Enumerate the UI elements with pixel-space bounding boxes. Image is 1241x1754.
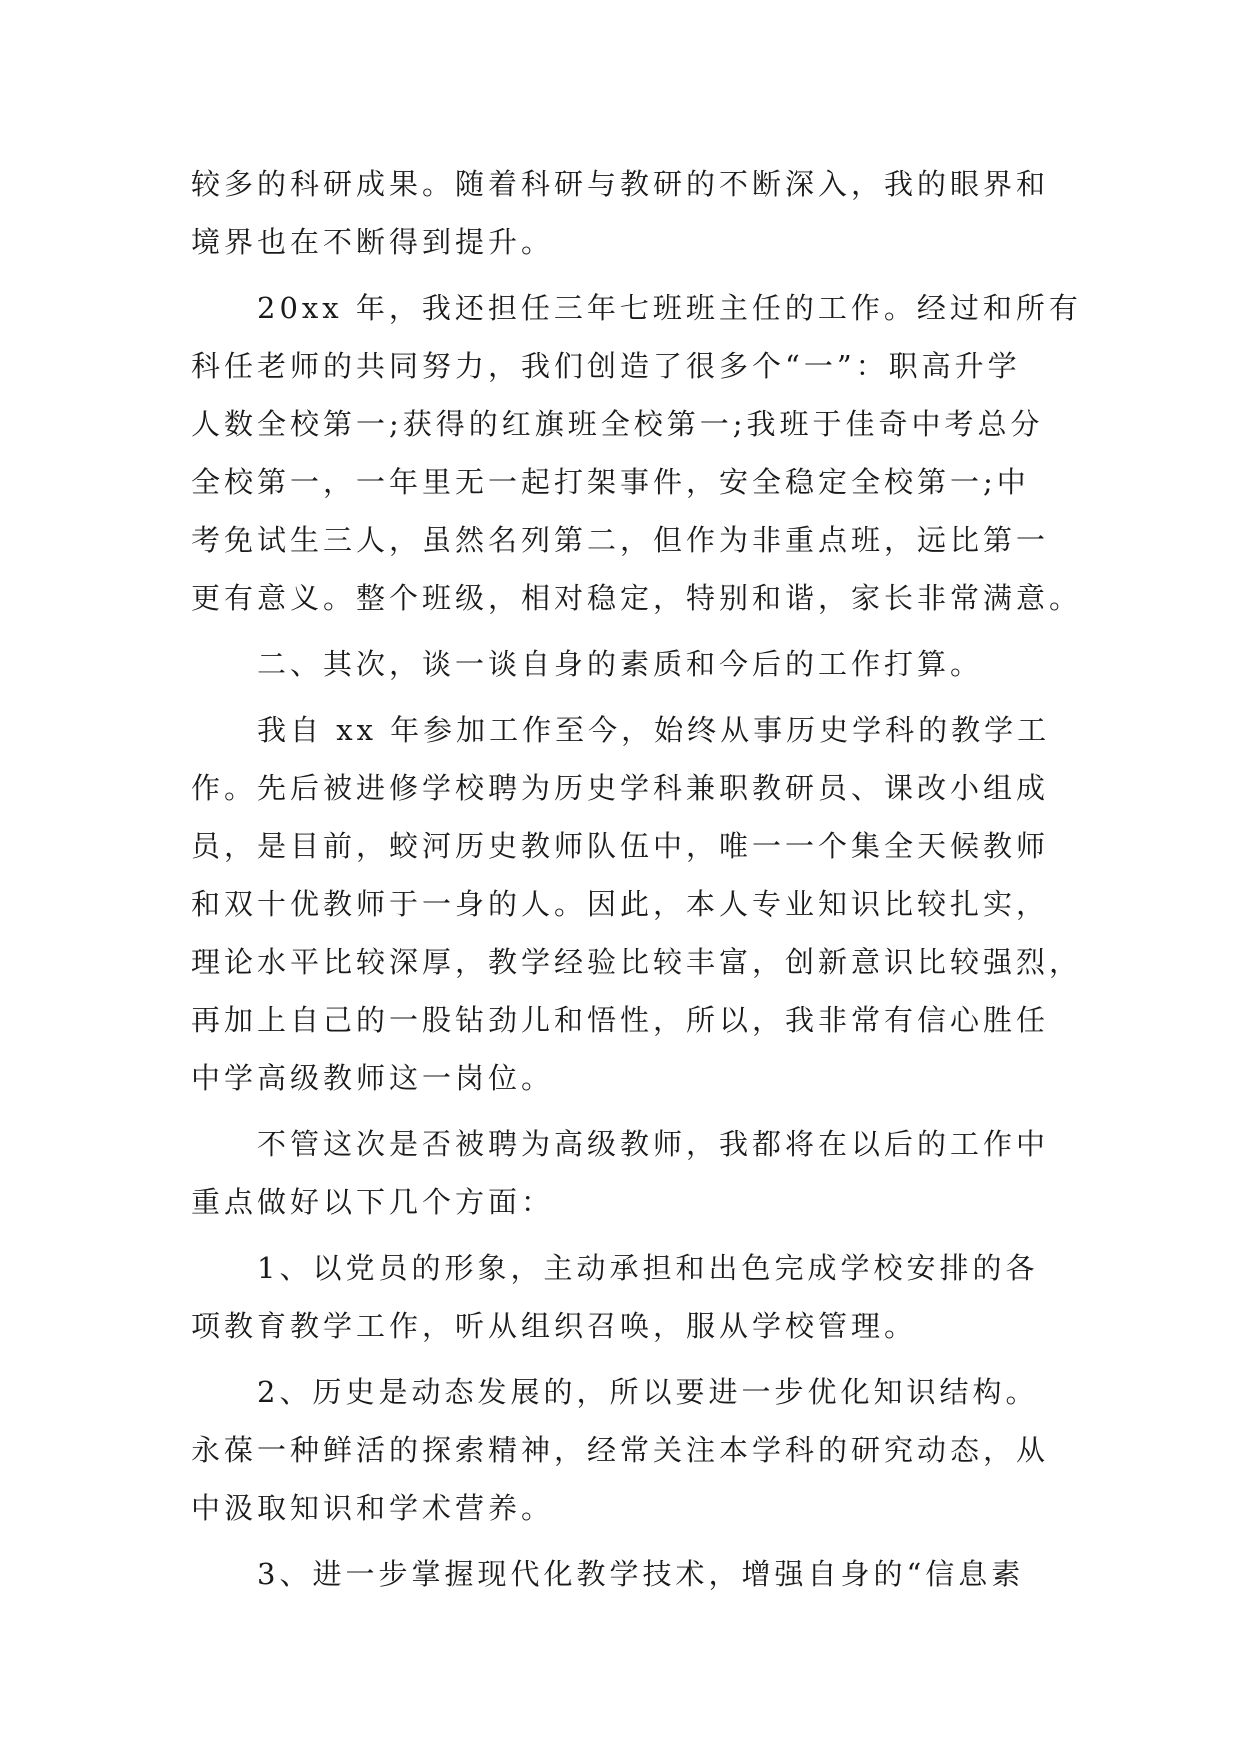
paragraph xyxy=(191,1363,1051,1537)
paragraph xyxy=(191,155,1051,271)
text-line: 重点做好以下几个方面： xyxy=(191,1185,555,1219)
text-line: 我自 xx 年参加工作至今，始终从事历史学科的教学工 xyxy=(191,713,1051,747)
text-line: 较多的科研成果。随着科研与教研的不断深入，我的眼界和 xyxy=(191,167,1050,201)
text-line: 理论水平比较深厚，教学经验比较丰富，创新意识比较强烈， xyxy=(191,945,1083,979)
section-heading: 二、其次，谈一谈自身的素质和今后的工作打算。 xyxy=(191,647,984,681)
paragraph xyxy=(191,279,1083,627)
text-line: 永葆一种鲜活的探索精神，经常关注本学科的研究动态，从 xyxy=(191,1433,1050,1467)
text-line: 再加上自己的一股钻劲儿和悟性，所以，我非常有信心胜任 xyxy=(191,1003,1050,1037)
text-line: 境界也在不断得到提升。 xyxy=(191,225,555,259)
text-line: 作。先后被进修学校聘为历史学科兼职教研员、课改小组成 xyxy=(191,771,1050,805)
text-line: 不管这次是否被聘为高级教师，我都将在以后的工作中 xyxy=(191,1127,1050,1161)
list-item: 1、以党员的形象，主动承担和出色完成学校安排的各 xyxy=(191,1251,1039,1285)
list-item: 2、历史是动态发展的，所以要进一步优化知识结构。 xyxy=(191,1375,1039,1409)
text-line: 全校第一，一年里无一起打架事件，安全稳定全校第一;中 xyxy=(191,465,1030,499)
text-line: 中汲取知识和学术营养。 xyxy=(191,1491,555,1525)
text-line: 员，是目前，蛟河历史教师队伍中，唯一一个集全天候教师 xyxy=(191,829,1050,863)
text-line: 20xx 年，我还担任三年七班班主任的工作。经过和所有 xyxy=(191,291,1082,325)
paragraph xyxy=(191,701,1083,1107)
text-line: 中学高级教师这一岗位。 xyxy=(191,1061,555,1095)
paragraph xyxy=(191,635,1051,693)
paragraph xyxy=(191,1115,1051,1231)
paragraph xyxy=(191,1239,1051,1355)
text-line: 项教育教学工作，听从组织召唤，服从学校管理。 xyxy=(191,1309,918,1343)
document-body xyxy=(191,155,1083,1603)
text-line: 人数全校第一;获得的红旗班全校第一;我班于佳奇中考总分 xyxy=(191,407,1044,441)
text-line: 更有意义。整个班级，相对稳定，特别和谐，家长非常满意。 xyxy=(191,581,1083,615)
text-line: 和双十优教师于一身的人。因此，本人专业知识比较扎实， xyxy=(191,887,1050,921)
paragraph xyxy=(191,1545,1051,1603)
text-line: 考免试生三人，虽然名列第二，但作为非重点班，远比第一 xyxy=(191,523,1050,557)
list-item: 3、进一步掌握现代化教学技术，增强自身的“信息素 xyxy=(191,1557,1025,1591)
text-line: 科任老师的共同努力，我们创造了很多个“一”：职高升学 xyxy=(191,349,1021,383)
